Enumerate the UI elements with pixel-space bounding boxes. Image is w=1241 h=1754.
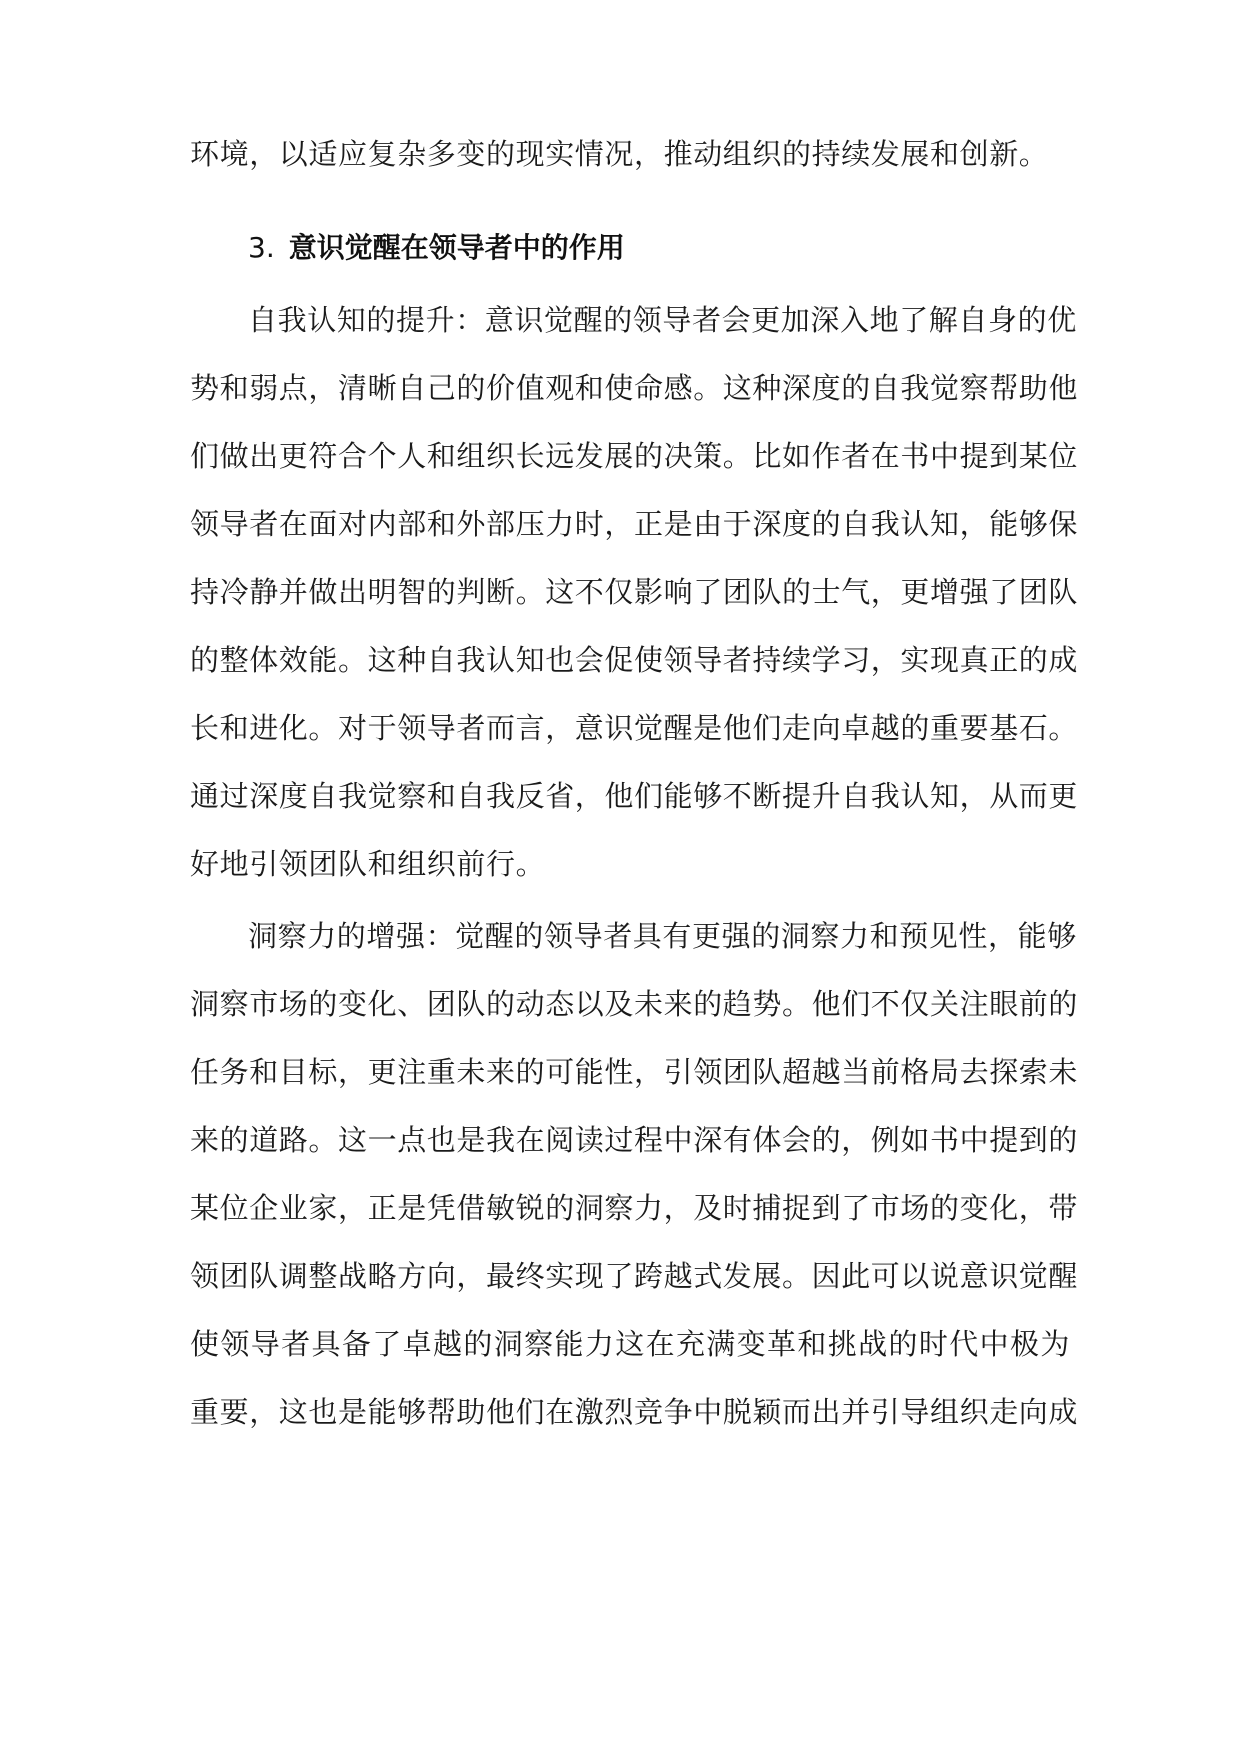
paragraph-2-line: 来的道路。这一点也是我在阅读过程中深有体会的，例如书中提到的	[190, 1123, 1079, 1157]
paragraph-2-line: 某位企业家，正是凭借敏锐的洞察力，及时捕捉到了市场的变化，带	[190, 1191, 1079, 1225]
paragraph-1-line: 持冷静并做出明智的判断。这不仅影响了团队的士气，更增强了团队	[190, 575, 1079, 609]
paragraph-2-line: 任务和目标，更注重未来的可能性，引领团队超越当前格局去探索未	[190, 1055, 1079, 1089]
paragraph-1-line: 自我认知的提升：意识觉醒的领导者会更加深入地了解自身的优	[248, 303, 1077, 337]
section-heading	[248, 222, 625, 274]
paragraph-1-line: 们做出更符合个人和组织长远发展的决策。比如作者在书中提到某位	[190, 439, 1079, 473]
carry-over-line: 环境，以适应复杂多变的现实情况，推动组织的持续发展和创新。	[190, 137, 1049, 171]
paragraph-2-line: 领团队调整战略方向，最终实现了跨越式发展。因此可以说意识觉醒	[190, 1259, 1079, 1293]
paragraph-2-line: 洞察力的增强：觉醒的领导者具有更强的洞察力和预见性，能够	[248, 919, 1077, 953]
paragraph-1-line: 好地引领团队和组织前行。	[190, 847, 546, 881]
paragraph-1-line: 势和弱点，清晰自己的价值观和使命感。这种深度的自我觉察帮助他	[190, 371, 1079, 405]
paragraph-2-line: 洞察市场的变化、团队的动态以及未来的趋势。他们不仅关注眼前的	[190, 987, 1079, 1021]
paragraph-2-line: 重要，这也是能够帮助他们在激烈竞争中脱颖而出并引导组织走向成	[190, 1395, 1079, 1429]
section-number: 3.	[248, 231, 275, 264]
paragraph-1-line: 长和进化。对于领导者而言，意识觉醒是他们走向卓越的重要基石。	[190, 711, 1079, 745]
paragraph-2-line: 使领导者具备了卓越的洞察能力这在充满变革和挑战的时代中极为	[190, 1327, 1070, 1361]
paragraph-1-line: 的整体效能。这种自我认知也会促使领导者持续学习，实现真正的成	[190, 643, 1079, 677]
paragraph-1-line: 领导者在面对内部和外部压力时，正是由于深度的自我认知，能够保	[190, 507, 1079, 541]
paragraph-1-line: 通过深度自我觉察和自我反省，他们能够不断提升自我认知，从而更	[190, 779, 1079, 813]
section-title: 意识觉醒在领导者中的作用	[288, 231, 625, 264]
